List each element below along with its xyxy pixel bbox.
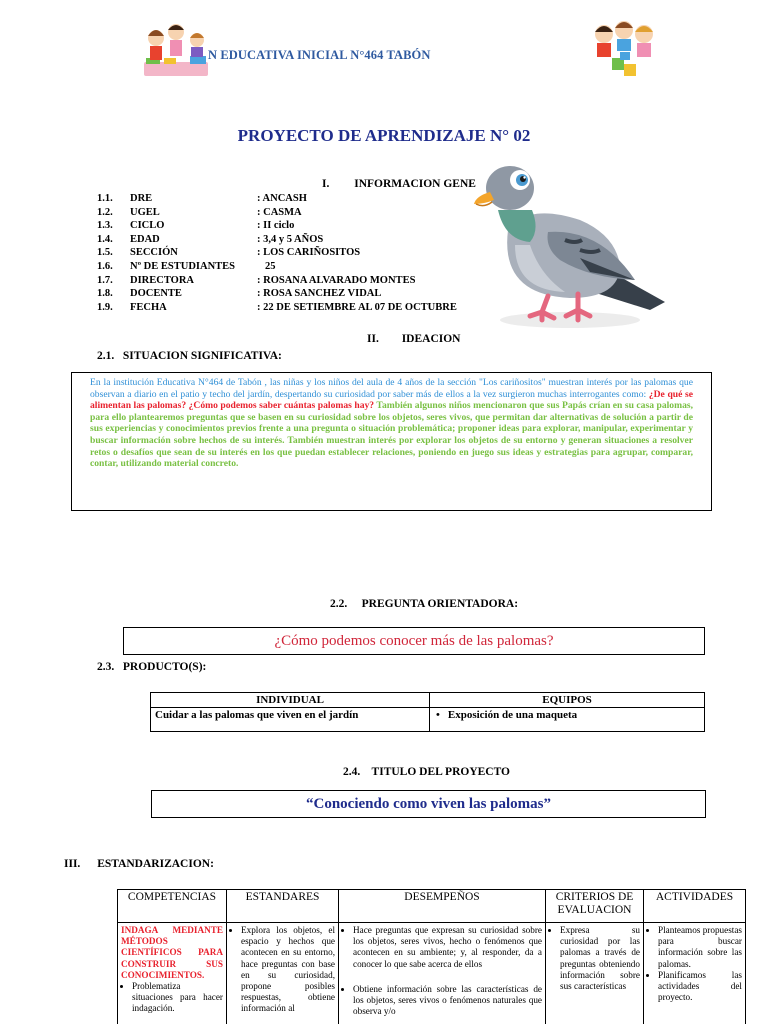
competencia-item: • Problematiza situaciones para hacer indagación. bbox=[132, 981, 223, 1015]
desempenos-cell bbox=[339, 923, 546, 1024]
guiding-question-box: ¿Cómo podemos conocer más de las palomas? bbox=[123, 627, 705, 655]
situation-body: También algunos niños mencionaron que sus Papás crían en su casa palomas, para ello plantearemos preguntas que se basen en su curiosidad sobre los objetos, seres vivos, que permitan dar alternativas de solución a partir de sus experiencias y conocimientos previos frente a una pregunta o situación problemática; proponer ideas para explorar, manipular, experimentar y buscar información sobre hechos de su interés. También muestran interés por explorar los objetos de su entorno y generan situaciones a resolver retos o desafíos que sean de su interés en los que puedan establecer relaciones, poniendo en juego sus ideas y estrategias para agrupar, comparar, contar, utilizando material concreto. bbox=[90, 400, 693, 470]
products-heading: 2.3. PRODUCTO(S): bbox=[97, 661, 207, 673]
info-row: 1.5. SECCIÓN : LOS CARIÑOSITOS bbox=[97, 247, 361, 259]
products-header-equipos: EQUIPOS bbox=[430, 693, 705, 708]
section-2-heading bbox=[367, 333, 461, 345]
header-estandares: ESTANDARES bbox=[227, 890, 339, 923]
document-title: PROYECTO DE APRENDIZAJE N° 02 bbox=[237, 126, 531, 145]
estandar-cell bbox=[227, 923, 339, 1024]
desempeno-item: • Obtiene información sobre las características de los objetos, seres vivos o fenómenos naturales que observa y/o bbox=[353, 984, 542, 1018]
competencia-cell bbox=[118, 923, 227, 1024]
situation-text-box bbox=[71, 372, 712, 511]
info-row: 1.7. DIRECTORA : ROSANA ALVARADO MONTES bbox=[97, 274, 416, 286]
info-row: 1.3. CICLO : II ciclo bbox=[97, 220, 295, 232]
institution-name: N EDUCATIVA INICIAL N°464 TABÓN bbox=[208, 48, 431, 62]
info-row: 1.4. EDAD : 3,4 y 5 AÑOS bbox=[97, 233, 324, 245]
header-criterios: CRITERIOS DE EVALUACION bbox=[546, 890, 644, 923]
section-3-number: III. bbox=[64, 858, 81, 870]
section-1-heading bbox=[322, 178, 476, 190]
kids-reading-logo bbox=[142, 18, 214, 80]
section-2-number: II. bbox=[367, 333, 379, 345]
header-competencias: COMPETENCIAS bbox=[118, 890, 227, 923]
products-header-individual: INDIVIDUAL bbox=[151, 693, 430, 708]
product-equipos: Exposición de una maqueta bbox=[447, 709, 578, 721]
general-info-list bbox=[97, 192, 477, 314]
estandar-text: • Explora los objetos, el espacio y hechos que acontecen en su entorno, hace preguntas con base en su curiosidad, propone posibles respuestas, obtiene información al bbox=[241, 925, 335, 1015]
product-individual: Cuidar a las palomas que viven en el jardín bbox=[151, 708, 430, 732]
criterio-text: • Expresa su curiosidad por las palomas a través de preguntas obteniendo información sobre sus características bbox=[560, 925, 640, 992]
standards-table bbox=[117, 889, 746, 1024]
criterio-cell bbox=[546, 923, 644, 1024]
actividades-cell bbox=[644, 923, 746, 1024]
project-title-heading: 2.4. TITULO DEL PROYECTO bbox=[343, 766, 511, 778]
kids-blocks-logo bbox=[590, 16, 658, 78]
section-3-title: ESTANDARIZACION: bbox=[97, 858, 214, 870]
product-equipos-cell bbox=[430, 708, 705, 732]
actividad-item: • Planificamos las actividades del proyecto. bbox=[658, 970, 742, 1004]
products-table bbox=[150, 692, 705, 732]
info-row: 1.8. DOCENTE : ROSA SANCHEZ VIDAL bbox=[97, 288, 382, 300]
info-row: 1.2. UGEL : CASMA bbox=[97, 206, 302, 218]
bullet-icon: • bbox=[436, 709, 440, 721]
info-row: 1.9. FECHA : 22 DE SETIEMBRE AL 07 DE OCTUBRE bbox=[97, 301, 457, 313]
header-desempenos: DESEMPEÑOS bbox=[339, 890, 546, 923]
project-title-box: “Conociendo como viven las palomas” bbox=[151, 790, 706, 818]
section-2-title: IDEACION bbox=[401, 333, 461, 345]
info-row: 1.1. DRE : ANCASH bbox=[97, 193, 307, 204]
header-actividades: ACTIVIDADES bbox=[644, 890, 746, 923]
situation-heading: 2.1. SITUACION SIGNIFICATIVA: bbox=[97, 350, 282, 362]
pigeon-illustration bbox=[470, 160, 670, 330]
competencia-text: INDAGA MEDIANTE MÉTODOS CIENTÍFICOS PARA CONSTRUIR SUS CONOCIMIENTOS. bbox=[121, 925, 223, 980]
actividad-item: • Planteamos propuestas para buscar información sobre las palomas. bbox=[658, 925, 742, 970]
section-1-title: INFORMACION GENE bbox=[354, 178, 476, 190]
section-1-number: I. bbox=[322, 178, 330, 190]
situation-questions: ¿De qué se alimentan las palomas? ¿Cómo podemos saber cuántas palomas hay? bbox=[90, 388, 694, 412]
situation-intro: En la institución Educativa N°464 de Tabón , las niñas y los niños del aula de 4 años de la sección "Los cariñositos" muestran interés por las palomas que observan a diario en el patio y techo del jardín, despertando su curiosidad por saber más de ellos a la vez surgieron muchas interrogantes como: bbox=[90, 377, 693, 400]
info-row: 1.6. Nº DE ESTUDIANTES 25 bbox=[97, 260, 276, 272]
desempeno-item: • Hace preguntas que expresan su curiosidad sobre los objetos, seres vivos, hecho o fenómenos que acontecen en su ambiente; y, al responder, da a conocer lo que sabe acerca de ellos bbox=[353, 925, 542, 970]
question-heading: 2.2. PREGUNTA ORIENTADORA: bbox=[330, 598, 519, 610]
section-3-heading bbox=[64, 858, 214, 870]
